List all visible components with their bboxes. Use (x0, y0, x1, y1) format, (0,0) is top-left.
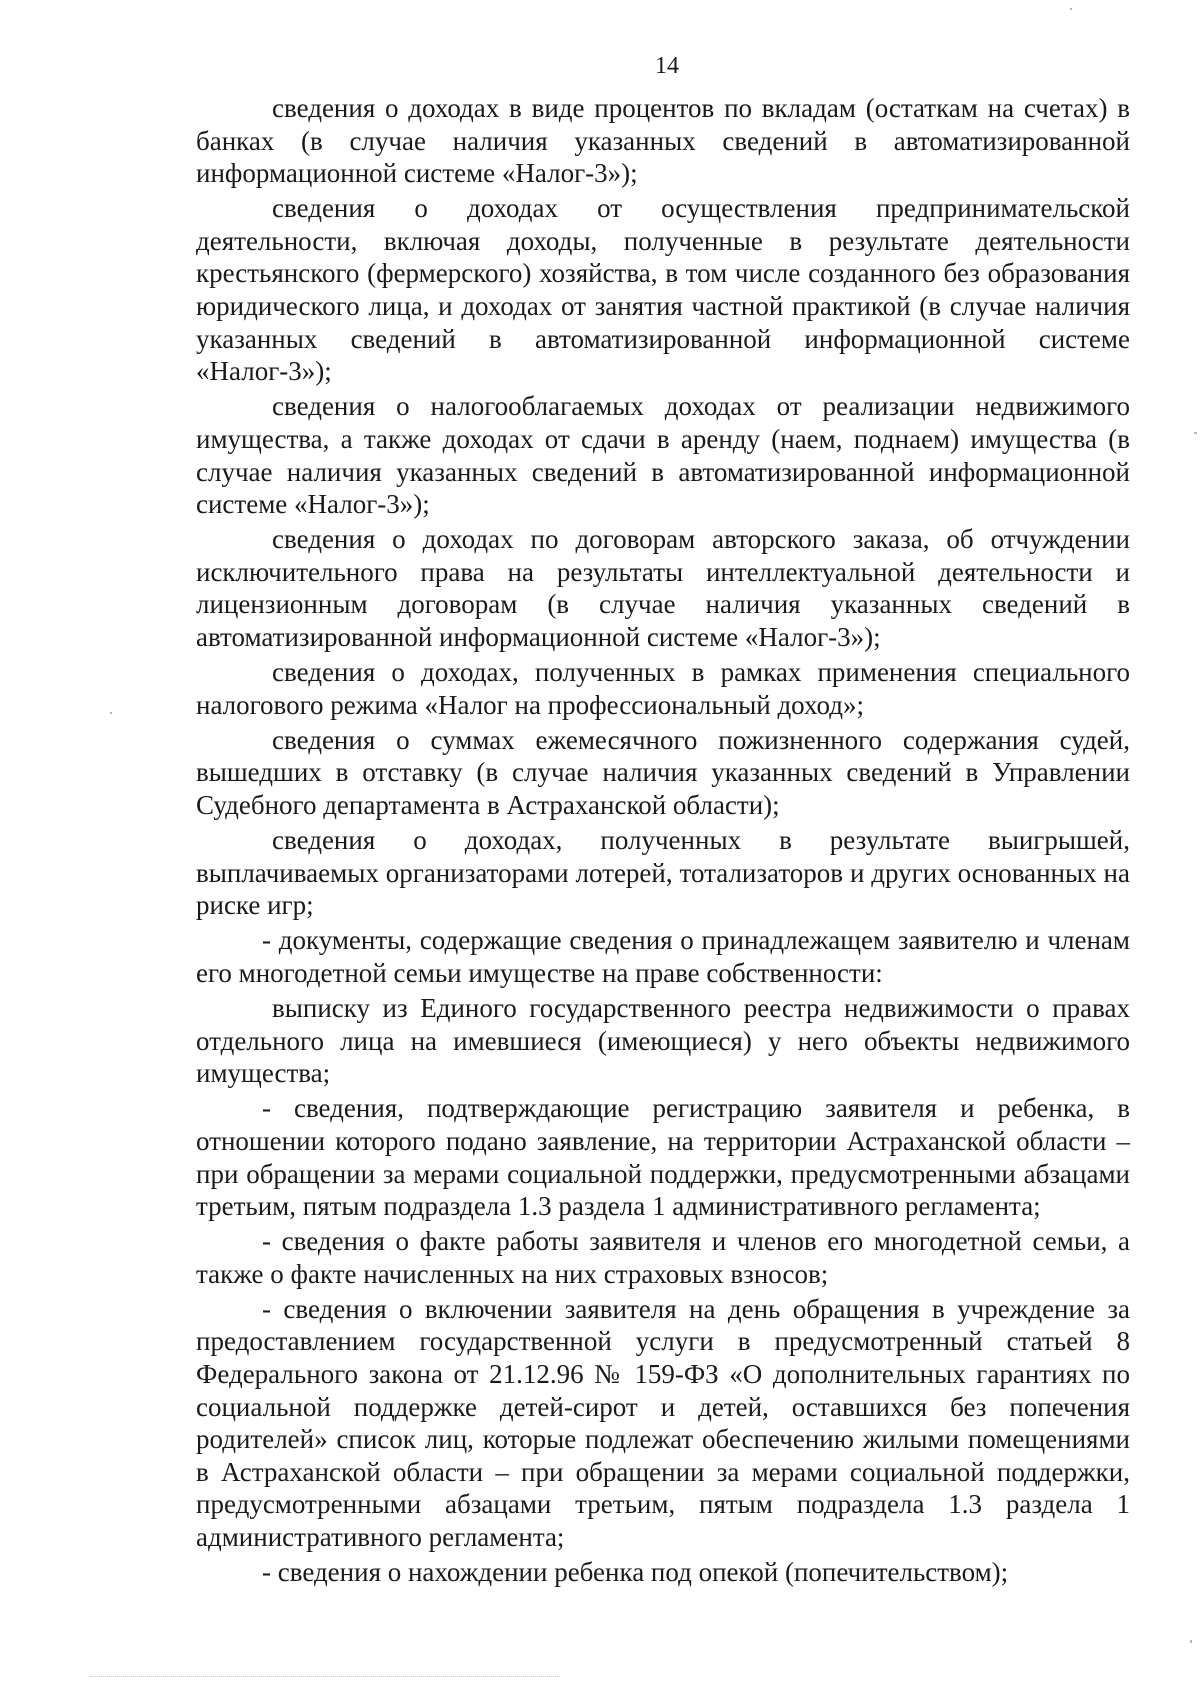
scan-speck (1194, 432, 1197, 434)
paragraph-business-income: сведения о доходах от осуществления предпринимательской деятельности, включая доходы, полученные в результате деятельности крестьянского (фермерского) хозяйства, в том числе созданного без образования юридического лица, и доходах от занятия частной практикой (в случае наличия указанных сведений в автоматизированной информационной системе «Налог-3»); (196, 193, 1130, 387)
document-body (196, 92, 1130, 1591)
scan-edge-line (90, 1676, 560, 1678)
paragraph-copyright-income: сведения о доходах по договорам авторского заказа, об отчуждении исключительного права на результаты интеллектуальной деятельности и лицензионным договорам (в случае наличия указанных сведений в автоматизированной информационной системе «Налог-3»); (196, 524, 1130, 652)
paragraph-interest-income: сведения о доходах в виде процентов по вкладам (остаткам на счетах) в банках (в случае наличия указанных сведений в автоматизированной информационной системе «Налог-3»); (196, 93, 1130, 189)
paragraph-professional-tax-income: сведения о доходах, полученных в рамках применения специального налогового режима «Налог на профессиональный доход»; (196, 657, 1130, 720)
paragraph-guardianship: - сведения о нахождении ребенка под опекой (попечительством); (262, 1557, 1009, 1588)
paragraph-property-income: сведения о налогооблагаемых доходах от реализации недвижимого имущества, а также доходах от сдачи в аренду (наем, поднаем) имущества (в случае наличия указанных сведений в автоматизированной информационной системе «Налог-3»); (196, 391, 1130, 520)
paragraph-housing-list: - сведения о включении заявителя на день обращения в учреждение за предоставлением государственной услуги в предусмотренный статьей 8 Федерального закона от 21.12.96 № 159-ФЗ «О дополнительных гарантиях по социальной поддержке детей-сирот и детей, оставшихся без попечения родителей» список лиц, которые подлежат обеспечению жилыми помещениями в Астраханской области – при обращении за мерами социальной поддержки, предусмотренными абзацами третьим, пятым подраздела 1.3 раздела 1 административного регламента; (196, 1293, 1130, 1553)
paragraph-employment: - сведения о факте работы заявителя и членов его многодетной семьи, а также о факте начисленных на них страховых взносов; (196, 1226, 1130, 1289)
page-number: 14 (655, 53, 679, 79)
scan-speck (110, 712, 112, 714)
paragraph-property-documents: - документы, содержащие сведения о принадлежащем заявителю и членам его многодетной семьи имуществе на праве собственности: (196, 925, 1130, 988)
paragraph-retired-judges: сведения о суммах ежемесячного пожизненного содержания судей, вышедших в отставку (в случае наличия указанных сведений в Управлении Судебного департамента в Астраханской области); (196, 724, 1130, 820)
paragraph-registration: - сведения, подтверждающие регистрацию заявителя и ребенка, в отношении которого подано заявление, на территории Астраханской области – при обращении за мерами социальной поддержки, предусмотренными абзацами третьим, пятым подраздела 1.3 раздела 1 административного регламента; (196, 1093, 1130, 1222)
paragraph-lottery-winnings: сведения о доходах, полученных в результате выигрышей, выплачиваемых организаторами лотерей, тотализаторов и других основанных на риске игр; (196, 825, 1130, 921)
scan-speck (1190, 1640, 1192, 1643)
scan-speck (1070, 8, 1072, 10)
paragraph-real-estate-extract: выписку из Единого государственного реестра недвижимости о правах отдельного лица на имевшиеся (имеющиеся) у него объекты недвижимого имущества; (196, 993, 1130, 1089)
